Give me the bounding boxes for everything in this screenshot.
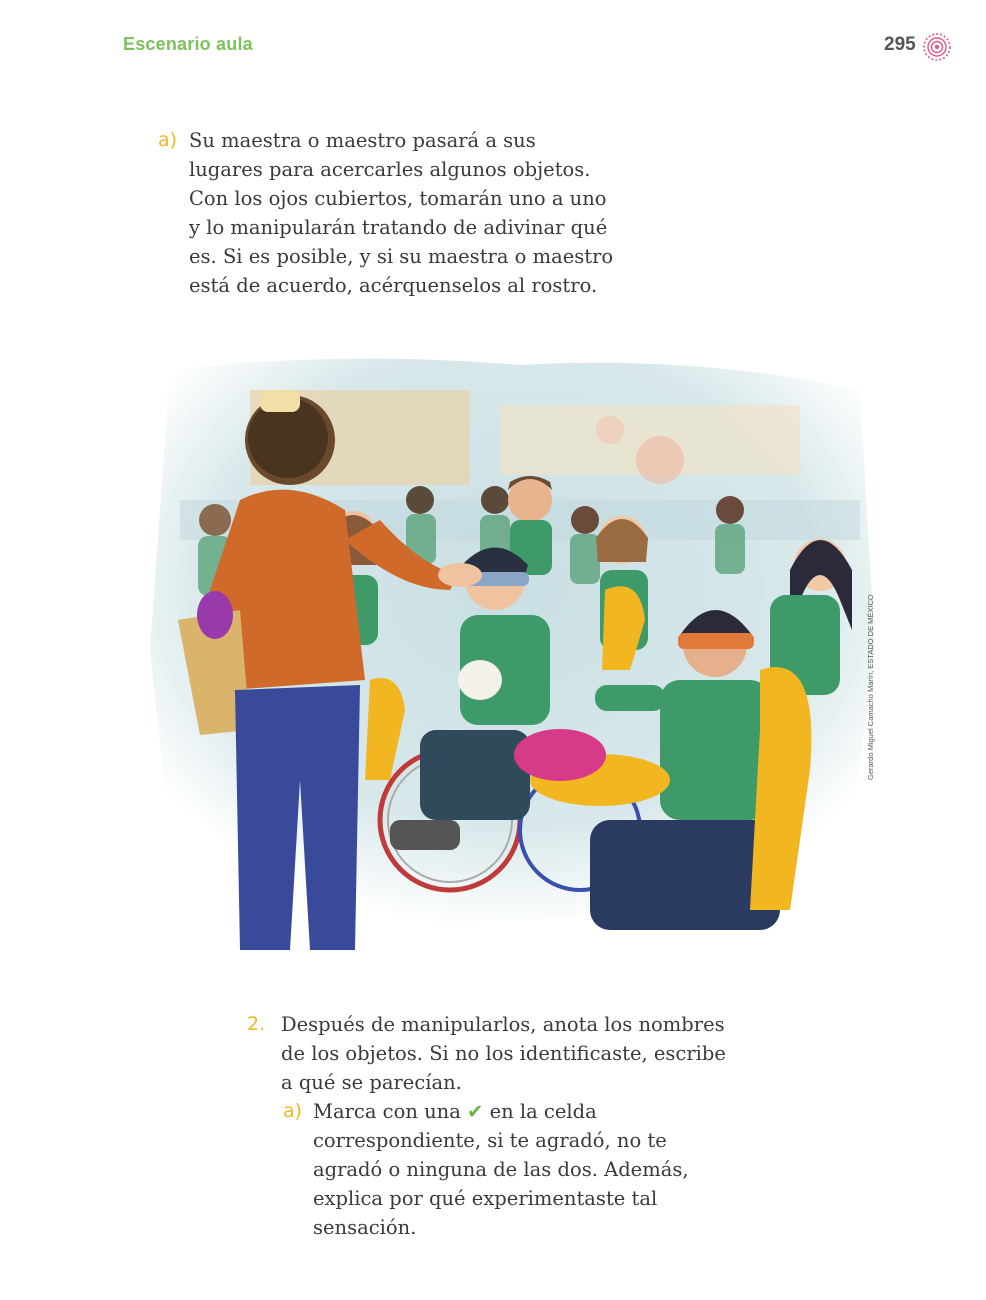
list-marker: 2. [247, 1013, 266, 1035]
section-title: Escenario aula [123, 34, 253, 54]
page-number: 295 [884, 34, 916, 55]
text-line: está de acuerdo, acérquenselos al rostro. [189, 274, 598, 297]
check-mark-icon: ✔ [467, 1100, 484, 1123]
text-line: de los objetos. Si no los identificaste, escribe [281, 1042, 726, 1065]
text-line: sensación. [313, 1216, 417, 1239]
text-line: Su maestra o maestro pasará a sus [189, 129, 536, 152]
text-line: es. Si es posible, y si su maestra o maestro [189, 245, 614, 268]
text-line: explica por qué experimentaste tal [313, 1187, 658, 1210]
classroom-illustration [140, 350, 880, 980]
instruction-paragraph [313, 1097, 689, 1242]
text-line: agradó o ninguna de las dos. Además, [313, 1158, 689, 1181]
text-line: Después de manipularlos, anota los nombres [281, 1013, 725, 1036]
text-line: Con los ojos cubiertos, tomarán uno a uno [189, 187, 607, 210]
instruction-paragraph [281, 1010, 726, 1097]
text-line: a qué se parecían. [281, 1071, 462, 1094]
text-line: correspondiente, si te agradó, no te [313, 1129, 667, 1152]
instruction-paragraph [189, 126, 613, 300]
list-marker: a) [158, 129, 178, 151]
target-icon [922, 32, 952, 62]
text-fragment: en la celda [489, 1100, 597, 1123]
list-marker: a) [283, 1100, 303, 1122]
text-fragment: Marca con una [313, 1100, 461, 1123]
text-line: y lo manipularán tratando de adivinar qué [189, 216, 608, 239]
text-line: lugares para acercarles algunos objetos. [189, 158, 591, 181]
text-line [313, 1097, 689, 1126]
illustration-credit: Gerardo Miguel Camacho Marín, ESTADO DE MÉXICO [866, 594, 875, 780]
